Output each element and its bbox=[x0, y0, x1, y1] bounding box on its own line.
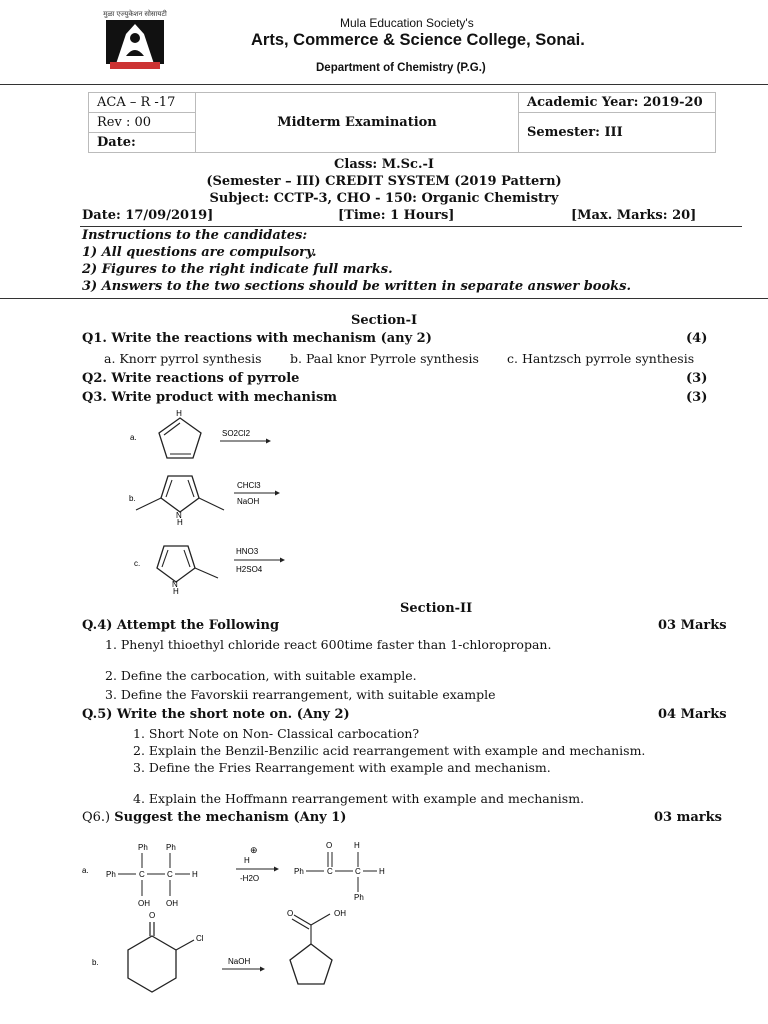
reaction-6b-reagent: NaOH bbox=[228, 957, 251, 966]
date-label: Date: bbox=[89, 133, 196, 153]
reaction-b-label: b. bbox=[129, 494, 136, 503]
q4-text: Q.4) Attempt the Following bbox=[82, 618, 280, 633]
reaction-6b-cl: Cl bbox=[196, 934, 204, 943]
reaction-b-reagent-2: NaOH bbox=[237, 497, 260, 506]
class-line: Class: M.Sc.-I bbox=[334, 157, 434, 172]
society-name: Mula Education Society's bbox=[340, 16, 474, 30]
form-code: ACA – R -17 bbox=[89, 93, 196, 113]
reaction-6a-ph-left: Ph bbox=[106, 870, 116, 879]
reaction-6a-ph-top-1: Ph bbox=[138, 843, 148, 852]
instruction-3: 3) Answers to the two sections should be written in separate answer books. bbox=[82, 279, 631, 294]
reaction-6a-oh-2: OH bbox=[166, 899, 178, 908]
reaction-6a-c4: C bbox=[355, 867, 361, 876]
reaction-b-diagram bbox=[120, 470, 290, 532]
reaction-b-reagent-1: CHCl3 bbox=[237, 481, 261, 490]
reaction-6a-ph-product: Ph bbox=[294, 867, 304, 876]
reaction-b-n-atom: N bbox=[176, 511, 182, 520]
exam-time: [Time: 1 Hours] bbox=[338, 208, 455, 223]
reaction-6a-reagent-2: -H2O bbox=[240, 874, 260, 883]
academic-year: Academic Year: 2019-20 bbox=[519, 93, 716, 113]
reaction-6b-oh: OH bbox=[334, 909, 346, 918]
exam-name: Midterm Examination bbox=[196, 93, 519, 153]
q2-marks: (3) bbox=[686, 371, 708, 386]
reaction-6b-label: b. bbox=[92, 958, 99, 967]
subject-line: Subject: CCTP-3, CHO - 150: Organic Chemistry bbox=[209, 191, 559, 206]
header-divider bbox=[0, 84, 768, 85]
q3-text: Q3. Write product with mechanism bbox=[82, 390, 338, 405]
exam-date: Date: 17/09/2019] bbox=[82, 208, 214, 223]
reaction-c-reagent-2: H2SO4 bbox=[236, 565, 263, 574]
instruction-1: 1) All questions are compulsory. bbox=[82, 245, 317, 260]
reaction-6a-h: H bbox=[192, 870, 198, 879]
q5-item-3: 3. Define the Fries Rearrangement with example and mechanism. bbox=[133, 760, 551, 775]
q6-line bbox=[82, 810, 346, 825]
q5-item-1: 1. Short Note on Non- Classical carbocation? bbox=[133, 726, 420, 741]
reaction-c-reagent-1: HNO3 bbox=[236, 547, 259, 556]
department-name: Department of Chemistry (P.G.) bbox=[316, 62, 486, 74]
q6-marks: 03 marks bbox=[654, 810, 722, 825]
q4-item-3: 3. Define the Favorskii rearrangement, with suitable example bbox=[105, 687, 496, 702]
q4-marks: 03 Marks bbox=[658, 618, 727, 633]
q6-text: Suggest the mechanism (Any 1) bbox=[114, 810, 347, 825]
revision: Rev : 00 bbox=[89, 113, 196, 133]
reaction-a-h-atom: H bbox=[176, 409, 182, 418]
reaction-b-h-atom: H bbox=[177, 518, 183, 527]
reaction-c-diagram bbox=[120, 538, 290, 598]
q3-marks: (3) bbox=[686, 390, 708, 405]
reaction-6a-o: O bbox=[326, 841, 333, 850]
reaction-6a-plus: ⊕ bbox=[250, 845, 258, 855]
q5-item-4: 4. Explain the Hoffmann rearrangement with example and mechanism. bbox=[133, 791, 585, 806]
reaction-6a-h-right: H bbox=[379, 867, 385, 876]
q5-item-2: 2. Explain the Benzil-Benzilic acid rearrangement with example and mechanism. bbox=[133, 743, 646, 758]
reaction-c-n-atom: N bbox=[172, 580, 178, 589]
q1-marks: (4) bbox=[686, 331, 708, 346]
q1-option-c: c. Hantzsch pyrrole synthesis bbox=[507, 351, 695, 366]
reaction-6a-label: a. bbox=[82, 866, 89, 875]
q1-option-b: b. Paal knor Pyrrole synthesis bbox=[290, 351, 479, 366]
q5-text: Q.5) Write the short note on. (Any 2) bbox=[82, 707, 350, 722]
reaction-6a-diagram bbox=[76, 836, 406, 912]
reaction-6a-c2: C bbox=[167, 870, 173, 879]
reaction-a-diagram bbox=[120, 404, 280, 466]
reaction-6b-diagram bbox=[80, 906, 380, 1006]
q1-text: Q1. Write the reactions with mechanism (any 2) bbox=[82, 331, 432, 346]
reaction-6a-oh-1: OH bbox=[138, 899, 150, 908]
reaction-6b-o: O bbox=[149, 911, 156, 920]
max-marks: [Max. Marks: 20] bbox=[571, 208, 697, 223]
reaction-6a-ph-bottom: Ph bbox=[354, 893, 364, 902]
reaction-a-label: a. bbox=[130, 433, 137, 442]
reaction-6a-c3: C bbox=[327, 867, 333, 876]
reaction-6a-reagent-1: H bbox=[244, 856, 250, 865]
reaction-6a-c1: C bbox=[139, 870, 145, 879]
reaction-c-h-atom: H bbox=[173, 587, 179, 596]
q4-item-1: 1. Phenyl thioethyl chloride react 600time faster than 1-chloropropan. bbox=[105, 637, 552, 652]
instructions-title: Instructions to the candidates: bbox=[82, 228, 308, 243]
college-name: Arts, Commerce & Science College, Sonai. bbox=[251, 31, 585, 49]
q4-item-2: 2. Define the carbocation, with suitable example. bbox=[105, 668, 417, 683]
semester: Semester: III bbox=[519, 113, 716, 153]
section-1-title: Section-I bbox=[350, 313, 418, 328]
reaction-6a-ph-top-2: Ph bbox=[166, 843, 176, 852]
section-2-title: Section-II bbox=[400, 601, 473, 616]
reaction-6a-h-top: H bbox=[354, 841, 360, 850]
logo-text: मुळा एज्युकेशन सोसायटी bbox=[103, 11, 167, 18]
q6-prefix: Q6.) bbox=[82, 810, 115, 825]
reaction-6b-o-product: O bbox=[287, 909, 294, 918]
info-divider bbox=[80, 226, 742, 227]
q1-option-a: a. Knorr pyrrol synthesis bbox=[104, 351, 262, 366]
reaction-a-reagent: SO2Cl2 bbox=[222, 429, 251, 438]
system-line: (Semester – III) CREDIT SYSTEM (2019 Pattern) bbox=[206, 174, 562, 189]
q2-text: Q2. Write reactions of pyrrole bbox=[82, 371, 300, 386]
college-logo bbox=[96, 6, 174, 72]
meta-table bbox=[88, 92, 716, 153]
instruction-2: 2) Figures to the right indicate full marks. bbox=[82, 262, 393, 277]
instructions-divider bbox=[0, 298, 768, 299]
reaction-c-label: c. bbox=[134, 559, 141, 568]
q5-marks: 04 Marks bbox=[658, 707, 727, 722]
